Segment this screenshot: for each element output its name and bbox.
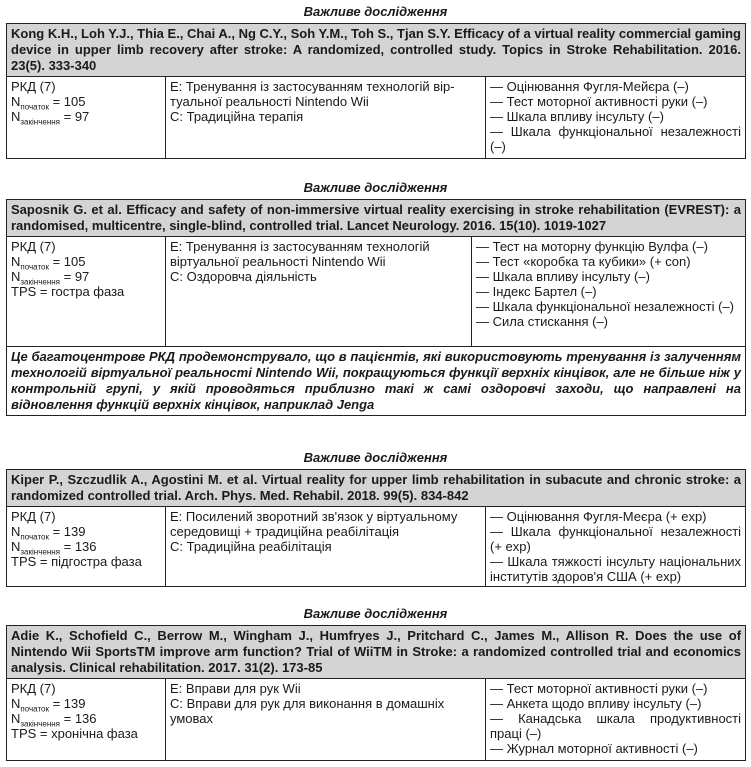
design-label: РКД (7) — [11, 239, 56, 254]
n-start: $N_{початок} = 139$ — [11, 524, 86, 542]
n-start: $N_{початок} = 105$ — [11, 254, 86, 272]
study-heading: Важливе дослідження — [303, 180, 448, 195]
design-cell — [7, 237, 166, 347]
outcome-item: — Канадська шкала продуктивності праці (–) — [490, 711, 742, 741]
n-start: $N_{початок} = 139$ — [11, 696, 86, 714]
outcome-item: — Оцінювання Фугля-Меєра (+ exp) — [490, 509, 707, 524]
study-table — [6, 23, 746, 159]
study-table — [6, 625, 746, 761]
outcome-item: — Оцінювання Фугля-Мейєра (–) — [490, 79, 689, 94]
n-end: $N_{закінчення} = 97$ — [11, 269, 90, 287]
design-label: РКД (7) — [11, 79, 56, 94]
outcomes-cell — [472, 237, 746, 347]
outcome-item: — Тест «коробка та кубики» (+ con) — [476, 254, 691, 269]
intervention-cell — [166, 237, 472, 347]
study-heading: Важливе дослідження — [303, 4, 448, 19]
outcome-item: — Тест моторної активності руки (–) — [490, 681, 708, 696]
outcome-item: — Шкала функціональної незалежності (+ exp) — [490, 524, 742, 554]
outcome-item: — Журнал моторної активності (–) — [490, 741, 698, 756]
outcomes-cell — [486, 507, 746, 587]
intervention-control: С: Традиційна терапія — [170, 109, 304, 124]
outcome-item: — Тест моторної активності руки (–) — [490, 94, 708, 109]
tps-label: TPS = підгостра фаза — [11, 554, 142, 569]
n-end: $N_{закінчення} = 97$ — [11, 109, 90, 127]
study-citation: Saposnik G. et al. Efficacy and safety of non-immersive virtual reality exercising in stroke rehabilitation (EVREST): a randomised, multicentre, single-blind, controlled trial. Lancet Neurology. 2016. 15(10). 1019-1027 — [7, 200, 746, 237]
outcome-item: — Сила стискання (–) — [476, 314, 609, 329]
study-block — [6, 4, 745, 159]
outcome-item: — Шкала тяжкості інсульту національних інститутів здоров'я США (+ exp) — [490, 554, 742, 584]
outcome-item: — Анкета щодо впливу інсульту (–) — [490, 696, 702, 711]
outcome-item: — Шкала впливу інсульту (–) — [490, 109, 664, 124]
study-table — [6, 199, 746, 416]
study-block — [6, 606, 745, 761]
design-label: РКД (7) — [11, 509, 56, 524]
outcome-item: — Індекс Бартел (–) — [476, 284, 597, 299]
intervention-cell — [166, 77, 486, 159]
intervention-experimental: Е: Тренування із застосуванням технологій віртуальної реальності Nintendo Wii — [170, 79, 455, 109]
outcomes-cell — [486, 679, 746, 761]
design-label: РКД (7) — [11, 681, 56, 696]
intervention-cell — [166, 679, 486, 761]
outcome-item: — Шкала впливу інсульту (–) — [476, 269, 650, 284]
n-start: $N_{початок} = 105$ — [11, 94, 86, 112]
study-block — [6, 450, 745, 587]
study-table — [6, 469, 746, 587]
design-cell — [7, 507, 166, 587]
tps-label: TPS = хронічна фаза — [11, 726, 138, 741]
design-cell — [7, 679, 166, 761]
design-cell — [7, 77, 166, 159]
outcome-item: — Шкала функціональної незалежності (–) — [490, 124, 741, 154]
intervention-control: С: Вправи для рук для виконання в домашніх умовах — [170, 696, 445, 726]
n-end: $N_{закінчення} = 136$ — [11, 539, 97, 557]
outcome-item: — Тест на моторну функцію Вулфа (–) — [476, 239, 708, 254]
outcome-item: — Шкала функціональної незалежності (–) — [476, 299, 734, 314]
intervention-control: С: Оздоровча діяльність — [170, 269, 317, 284]
study-block — [6, 180, 745, 416]
study-citation: Kong K.H., Loh Y.J., Thia E., Chai A., Ng C.Y., Soh Y.M., Toh S., Tjan S.Y. Efficacy of a virtual reality commercial gaming device in upper limb recovery after stroke: A randomized, controlled study. Topics in Stroke Rehabilitation. 2016. 23(5). 333-340 — [7, 24, 746, 77]
intervention-experimental: Е: Посилений зворотний зв'язок у віртуальному середовищі + традиційна реабілітація — [170, 509, 458, 539]
study-summary-note: Це багатоцентрове РКД продемонструвало, що в пацієнтів, які використовують тренування із залученням технологій віртуальної реальності Nintendo Wii, покращуються функції верхніх кінцівок, але не більше ніж у контрольній групі, у якій проводяться приблизно такі ж самі оздоровчі заходи, що направлені на відновлення функцій верхніх кінцівок, наприклад Jenga — [7, 347, 746, 416]
intervention-experimental: Е: Вправи для рук Wii — [170, 681, 301, 696]
tps-label: TPS = гостра фаза — [11, 284, 125, 299]
study-heading: Важливе дослідження — [303, 450, 448, 465]
study-heading: Важливе дослідження — [303, 606, 448, 621]
n-end: $N_{закінчення} = 136$ — [11, 711, 97, 729]
intervention-experimental: Е: Тренування із застосуванням технологій віртуальної реальності Nintendo Wii — [170, 239, 430, 269]
study-citation: Adie K., Schofield C., Berrow M., Wingham J., Humfryes J., Pritchard C., James M., Allison R. Does the use of Nintendo Wii SportsTM improve arm function? Trial of WiiTM in Stroke: a randomized controlled trial and economics analysis. Clinical rehabilitation. 2017. 31(2). 173-85 — [7, 626, 746, 679]
intervention-control: С: Традиційна реабілітація — [170, 539, 332, 554]
study-citation: Kiper P., Szczudlik A., Agostini M. et al. Virtual reality for upper limb rehabilitation in subacute and chronic stroke: a randomized controlled trial. Arch. Phys. Med. Rehabil. 2018. 99(5). 834-842 — [7, 470, 746, 507]
intervention-cell — [166, 507, 486, 587]
outcomes-cell — [486, 77, 746, 159]
